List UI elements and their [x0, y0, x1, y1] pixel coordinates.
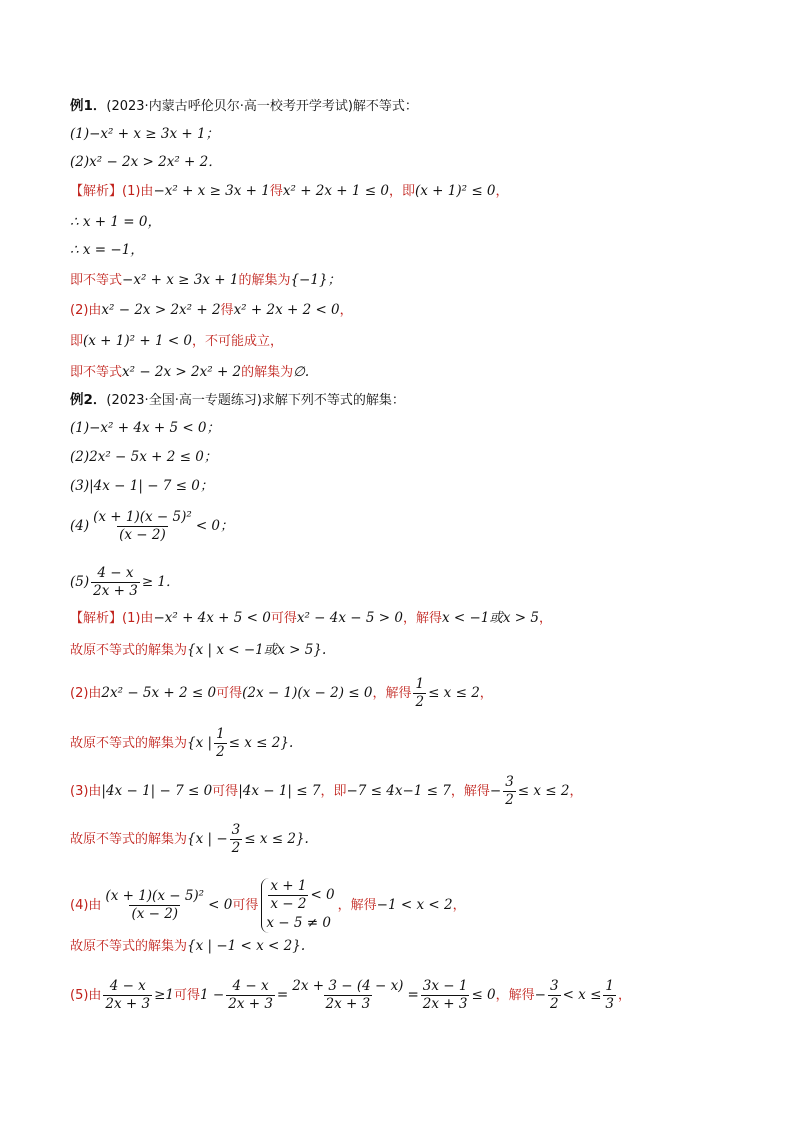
fraction-denominator: (x − 2)	[131, 906, 179, 922]
math-expr: |4x − 1| − 7 ≤ 0	[101, 783, 213, 799]
solution-text: 可得	[232, 898, 259, 913]
example-2-solution-1	[70, 608, 552, 629]
solution-text: (2)由	[70, 686, 102, 701]
example-2-part-2: (2)2x² − 5x + 2 ≤ 0；	[70, 449, 218, 465]
math-expr: −x² + x ≥ 3x + 1	[153, 183, 270, 199]
math-expr: {x | −1 < x < 2}.	[187, 938, 306, 954]
math-expr: ≤ x ≤ 2}.	[244, 831, 309, 847]
solution-text: ，不可能成立，	[192, 334, 284, 349]
solution-text: ，即	[320, 784, 347, 799]
solution-text: (4)由	[70, 898, 102, 913]
solution-text: 即不等式	[70, 273, 123, 288]
example-1-part-2: (2)x² − 2x > 2x² + 2．	[70, 154, 222, 170]
example-1-source: (2023·内蒙古呼伦贝尔·高一校考开学考试)解不等式：	[106, 99, 418, 114]
math-expr: x² − 2x > 2x² + 2	[101, 302, 221, 318]
math-expr: ≤ x ≤ 2}.	[228, 735, 294, 751]
fraction-numerator: 3	[231, 822, 241, 838]
solution-text: ，	[452, 898, 466, 913]
example-2-solution-4-result	[70, 936, 305, 957]
example-2-part-1: (1)−x² + 4x + 5 < 0；	[70, 420, 221, 436]
example-1-solution-line-6	[70, 331, 283, 352]
fraction	[421, 978, 470, 1013]
solution-text: ，	[618, 988, 632, 1003]
example-2-solution-2	[70, 676, 493, 711]
math-expr: ≥1	[154, 987, 175, 1003]
math-expr: ∅.	[293, 364, 310, 380]
math-expr: ≤ x ≤ 2	[517, 783, 570, 799]
solution-tag: 【解析】	[70, 184, 123, 199]
solution-text: (1)由	[122, 611, 154, 626]
fraction	[548, 978, 561, 1013]
math-expr: =	[276, 987, 289, 1003]
example-2-solution-3	[70, 774, 583, 809]
fraction-numerator: 4 − x	[232, 978, 269, 994]
fraction-numerator: 4 − x	[97, 565, 134, 581]
solution-text: ，	[495, 184, 509, 199]
example-1-solution-line-2: ∴ x + 1 = 0，	[70, 214, 161, 230]
example-2-label: 例2．	[70, 392, 107, 408]
fraction	[290, 978, 405, 1013]
system-row-2: x − 5 ≠ 0	[266, 915, 331, 931]
solution-text: 可得	[212, 784, 239, 799]
fraction	[226, 978, 275, 1013]
solution-text: 可得	[216, 686, 243, 701]
solution-text: ，解得	[337, 898, 377, 913]
fraction-numerator: x + 1	[270, 878, 307, 894]
example-1-solution-line-4	[70, 270, 341, 291]
fraction-denominator: 2x + 3	[105, 996, 151, 1012]
math-expr: (x + 1)² ≤ 0	[415, 183, 496, 199]
math-expr: =	[407, 987, 419, 1003]
solution-text: (1)由	[122, 184, 154, 199]
math-expr: 2x² − 5x + 2 ≤ 0	[101, 685, 217, 701]
fraction	[230, 822, 243, 857]
math-expr: {x | −	[187, 831, 228, 847]
fraction-denominator: 2	[216, 744, 225, 760]
solution-text: (5)由	[70, 988, 102, 1003]
solution-text: ，解得	[372, 686, 412, 701]
solution-text: ，即	[388, 184, 415, 199]
solution-text: (3)由	[70, 784, 102, 799]
math-expr: < 0	[208, 897, 233, 913]
math-expr: < 0；	[195, 518, 234, 534]
fraction-denominator: 2	[415, 694, 425, 710]
math-expr: {−1}；	[290, 272, 342, 288]
example-2-solution-1-result	[70, 640, 326, 661]
fraction	[91, 565, 140, 600]
fraction	[268, 878, 308, 913]
math-expr: |4x − 1| ≤ 7	[238, 783, 321, 799]
fraction-denominator: 2x + 3	[93, 583, 138, 599]
math-expr: −1 < x < 2	[376, 897, 453, 913]
example-1-heading	[70, 96, 418, 117]
fraction-numerator: (x + 1)(x − 5)²	[93, 509, 192, 525]
fraction-denominator: 3	[605, 996, 614, 1012]
math-expr: {x | x < −1或x > 5}.	[187, 642, 327, 658]
example-2-solution-5	[70, 978, 631, 1013]
part-number: (4)	[70, 518, 90, 534]
example-2-part-3: (3)|4x − 1| − 7 ≤ 0；	[70, 478, 214, 494]
solution-text: 故原不等式的解集为	[70, 939, 188, 954]
math-expr: −	[489, 783, 502, 799]
solution-text: ，	[569, 784, 583, 799]
math-expr: < x ≤	[562, 987, 602, 1003]
fraction-denominator: 2x + 3	[325, 996, 371, 1012]
fraction	[603, 978, 616, 1013]
solution-text: 的解集为	[238, 273, 291, 288]
solution-text: (2)由	[70, 303, 102, 318]
fraction-numerator: 3	[549, 978, 559, 994]
fraction-numerator: 1	[415, 676, 425, 692]
solution-text: 可得	[174, 988, 201, 1003]
fraction-denominator: 2	[505, 792, 514, 808]
example-2-heading	[70, 390, 405, 411]
math-expr: x² − 2x > 2x² + 2	[122, 364, 242, 380]
math-expr: 1 −	[200, 987, 225, 1003]
math-expr: x² + 2x + 1 ≤ 0	[282, 183, 389, 199]
solution-text: ，	[538, 611, 552, 626]
math-expr: (x + 1)² + 1 < 0	[83, 333, 193, 349]
solution-text: 可得	[270, 611, 297, 626]
math-expr: x² + 2x + 2 < 0	[233, 302, 340, 318]
system-row-1	[266, 878, 334, 913]
fraction-denominator: 2x + 3	[228, 996, 273, 1012]
solution-tag: 【解析】	[70, 611, 123, 626]
fraction-numerator: 2x + 3 − (4 − x)	[292, 978, 404, 994]
example-1-part-1: (1)−x² + x ≥ 3x + 1；	[70, 126, 220, 142]
example-2-solution-4	[70, 878, 466, 933]
example-2-part-4	[70, 509, 234, 544]
fraction-numerator: 3x − 1	[422, 978, 468, 994]
solution-text: ，解得	[495, 988, 535, 1003]
example-2-part-5	[70, 565, 180, 600]
solution-text: 得	[220, 303, 234, 318]
solution-text: 的解集为	[241, 365, 294, 380]
fraction	[91, 509, 194, 544]
fraction	[103, 888, 206, 923]
example-1-solution-line-7	[70, 362, 309, 383]
part-number: (5)	[70, 574, 90, 590]
math-expr: −	[534, 987, 546, 1003]
solution-text: ，解得	[402, 611, 442, 626]
fraction-numerator: 3	[505, 774, 514, 790]
math-expr: ≤ 0	[471, 987, 496, 1003]
solution-text: 故原不等式的解集为	[70, 832, 188, 847]
math-expr: ≥ 1．	[141, 574, 180, 590]
solution-text: ，	[479, 686, 493, 701]
solution-text: 即	[70, 334, 84, 349]
math-expr: < 0	[310, 887, 335, 903]
math-expr: −x² + x ≥ 3x + 1	[122, 272, 239, 288]
example-1-solution-line-5	[70, 300, 353, 321]
math-expr: −x² + 4x + 5 < 0	[153, 610, 271, 626]
solution-text: 故原不等式的解集为	[70, 736, 188, 751]
fraction-denominator: 2x + 3	[422, 996, 468, 1012]
math-expr: (2x − 1)(x − 2) ≤ 0	[242, 685, 373, 701]
fraction-denominator: 2	[549, 996, 559, 1012]
math-expr: −7 ≤ 4x−1 ≤ 7	[346, 783, 451, 799]
solution-text: ，	[339, 303, 353, 318]
solution-text: ，解得	[450, 784, 490, 799]
fraction	[103, 978, 152, 1013]
example-2-source: (2023·全国·高一专题练习)求解下列不等式的解集：	[106, 393, 405, 408]
example-1-solution-line-1	[70, 181, 509, 202]
fraction-numerator: 4 − x	[109, 978, 146, 994]
fraction-numerator: 1	[605, 978, 614, 994]
example-2-solution-2-result	[70, 726, 293, 761]
solution-text: 得	[269, 184, 283, 199]
math-expr: ≤ x ≤ 2	[428, 685, 480, 701]
inequality-system	[261, 878, 334, 933]
fraction	[214, 726, 227, 761]
example-1-solution-line-3: ∴ x = −1，	[70, 242, 144, 258]
fraction-denominator: x − 2	[270, 896, 307, 912]
math-expr: {x |	[187, 735, 213, 751]
math-expr: x < −1或x > 5	[441, 610, 539, 626]
example-1-label: 例1．	[70, 98, 107, 114]
fraction	[413, 676, 426, 711]
fraction-denominator: 2	[231, 840, 241, 856]
example-2-solution-3-result	[70, 822, 309, 857]
solution-text: 故原不等式的解集为	[70, 643, 188, 658]
fraction-denominator: (x − 2)	[119, 527, 166, 543]
math-expr: x² − 4x − 5 > 0	[296, 610, 403, 626]
fraction-numerator: (x + 1)(x − 5)²	[105, 888, 205, 904]
fraction	[503, 774, 516, 809]
fraction-numerator: 1	[216, 726, 225, 742]
solution-text: 即不等式	[70, 365, 123, 380]
